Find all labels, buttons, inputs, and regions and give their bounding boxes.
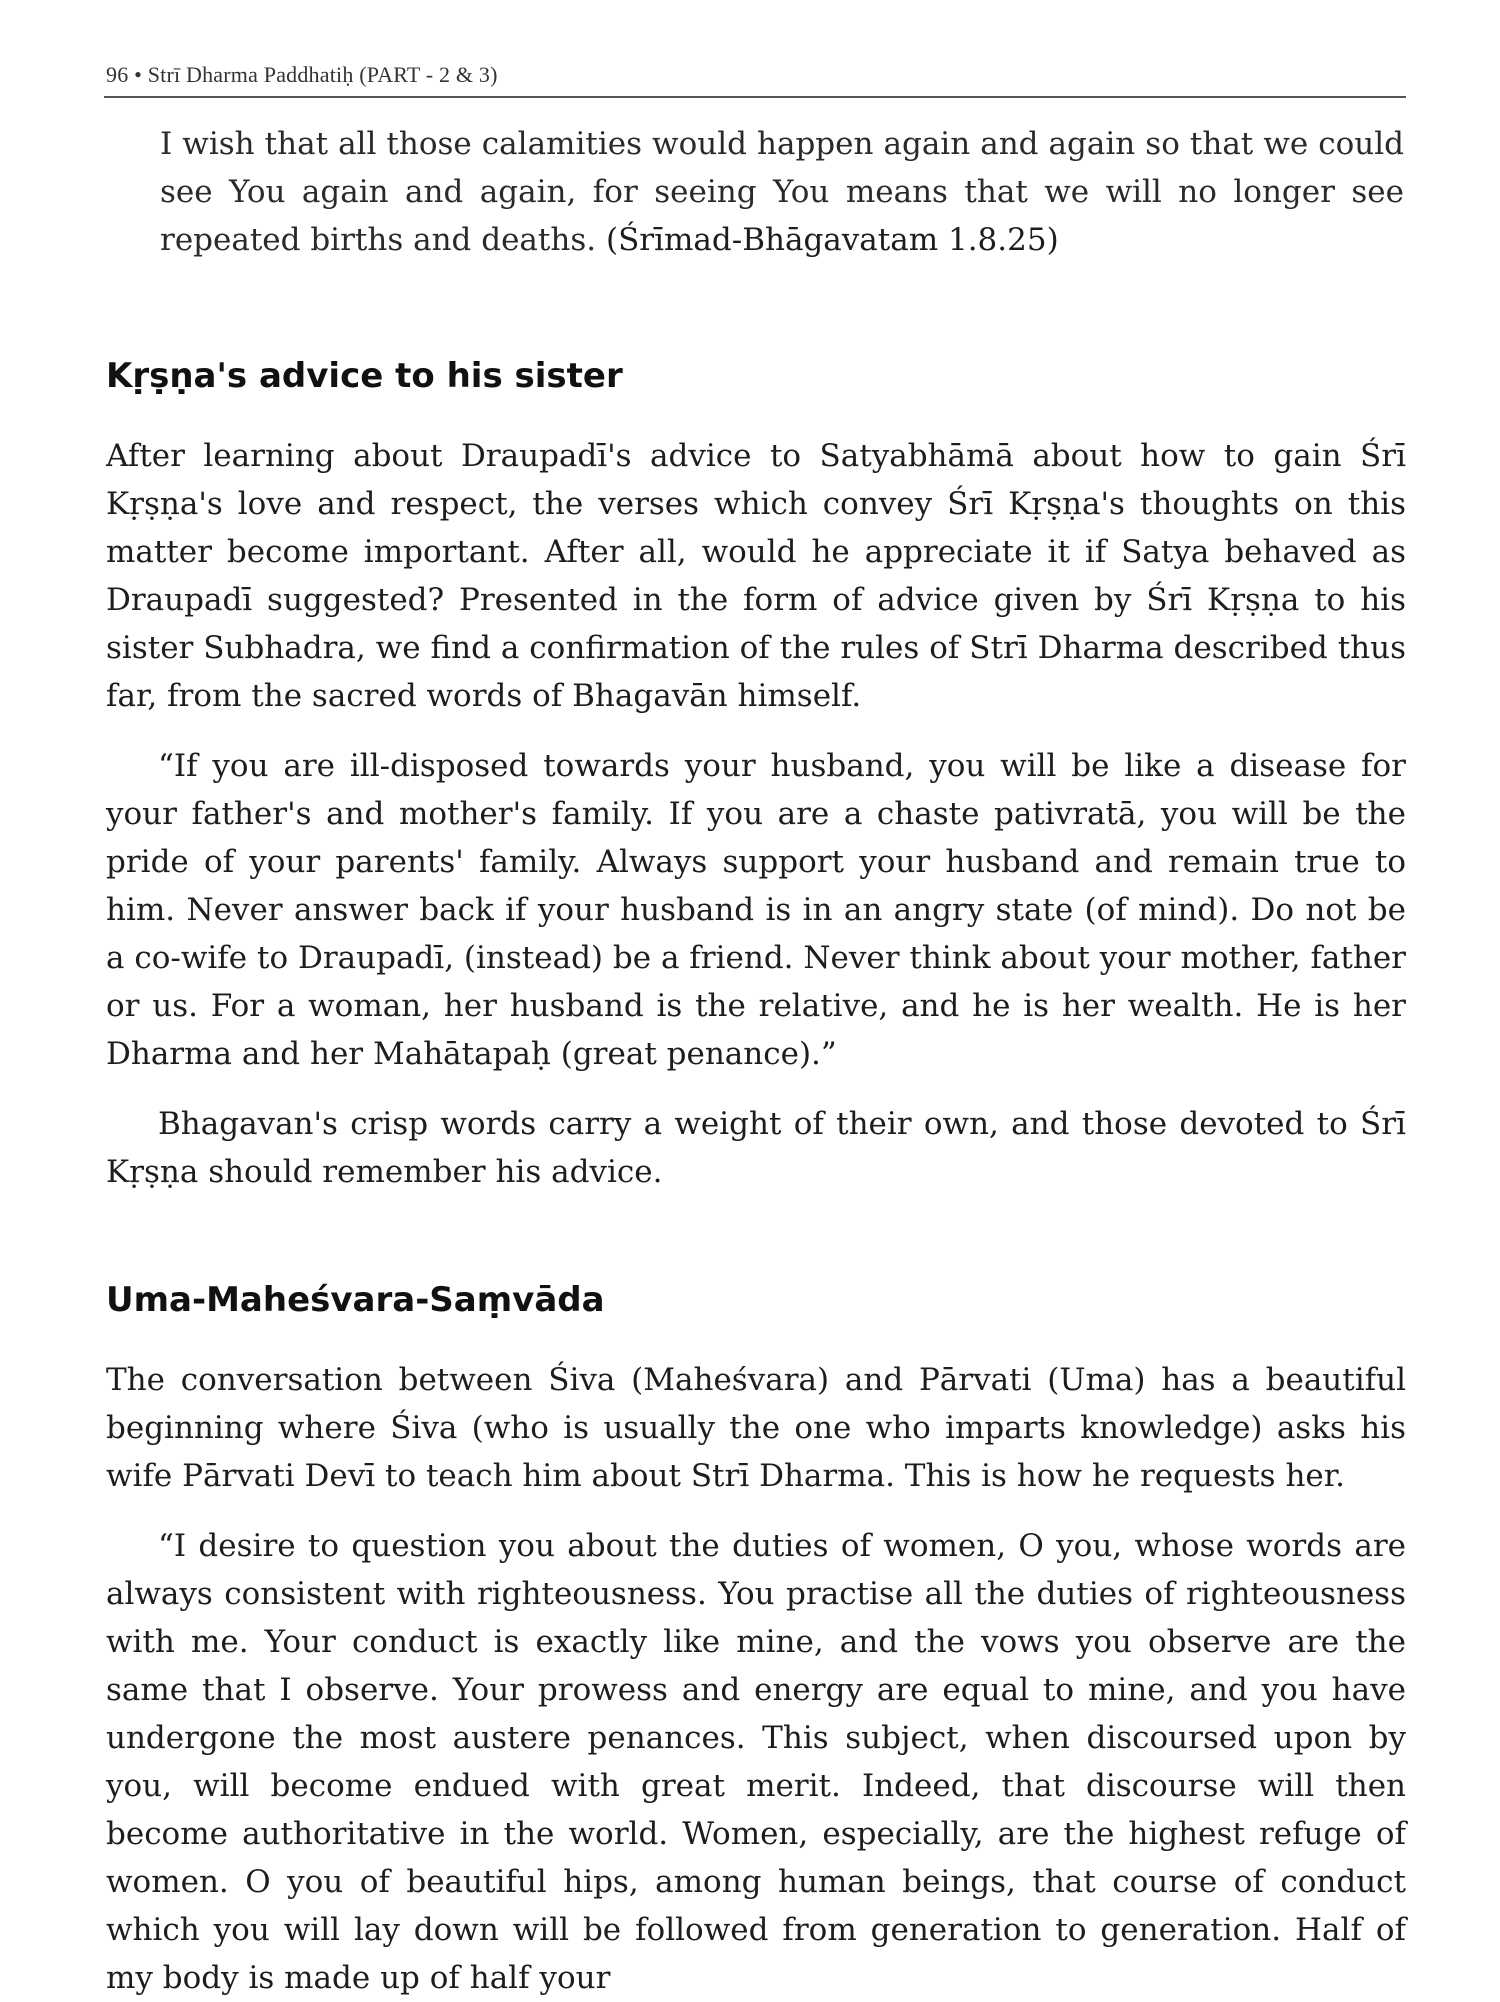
section-heading-uma-mahesvara: Uma-Maheśvara-Saṃvāda	[106, 1280, 605, 1320]
paragraph: “I desire to question you about the duties of women, O you, whose words are always consistent with righteousness. You practise all the duties of righteousness with me. Your conduct is exactly like mine, and the vows you observe are the same that I observe. Your prowess and energy are equal to mine, and you have undergone the most austere penances. This subject, when discoursed upon by you, will become endued with great merit. Indeed, that discourse will then become authoritative in the world. Women, especially, are the highest refuge of women. O you of beautiful hips, among human beings, that course of conduct which you will lay down will be followed from generation to generation. Half of my body is made up of half your	[106, 1528, 1406, 1996]
header-separator: •	[134, 62, 143, 87]
page-content	[106, 120, 1406, 2002]
block-quote	[160, 120, 1404, 264]
page-number: 96	[106, 62, 129, 87]
book-title: Strī Dharma Paddhatiḥ (PART - 2 & 3)	[147, 62, 498, 87]
paragraph: The conversation between Śiva (Maheśvara) and Pārvati (Uma) has a beautiful beginning where Śiva (who is usually the one who imparts knowledge) asks his wife Pārvati Devī to teach him about Strī Dharma. This is how he requests her.	[106, 1362, 1406, 1494]
header-rule	[104, 96, 1406, 98]
running-header	[106, 62, 1406, 88]
quote-text: I wish that all those calamities would happen again and again so that we could see You again and again, for seeing You means that we will no longer see repeated births and deaths.	[160, 126, 1404, 258]
quote-citation: (Śrīmad-Bhāgavatam 1.8.25)	[605, 222, 1059, 258]
paragraph: “If you are ill-disposed towards your husband, you will be like a disease for your father's and mother's family. If you are a chaste pativratā, you will be the pride of your parents' family. Always support your husband and remain true to him. Never answer back if your husband is in an angry state (of mind). Do not be a co-wife to Draupadī, (instead) be a friend. Never think about your mother, father or us. For a woman, her husband is the relative, and he is her wealth. He is her Dharma and her Mahātapaḥ (great penance).”	[106, 748, 1406, 1072]
section-heading-krishna-advice: Kṛṣṇa's advice to his sister	[106, 356, 623, 396]
paragraph: Bhagavan's crisp words carry a weight of their own, and those devoted to Śrī Kṛṣṇa should remember his advice.	[106, 1106, 1406, 1190]
paragraph: After learning about Draupadī's advice to Satyabhāmā about how to gain Śrī Kṛṣṇa's love and respect, the verses which convey Śrī Kṛṣṇa's thoughts on this matter become important. After all, would he appreciate it if Satya behaved as Draupadī suggested? Presented in the form of advice given by Śrī Kṛṣṇa to his sister Subhadra, we find a confirmation of the rules of Strī Dharma described thus far, from the sacred words of Bhagavān himself.	[106, 438, 1406, 714]
